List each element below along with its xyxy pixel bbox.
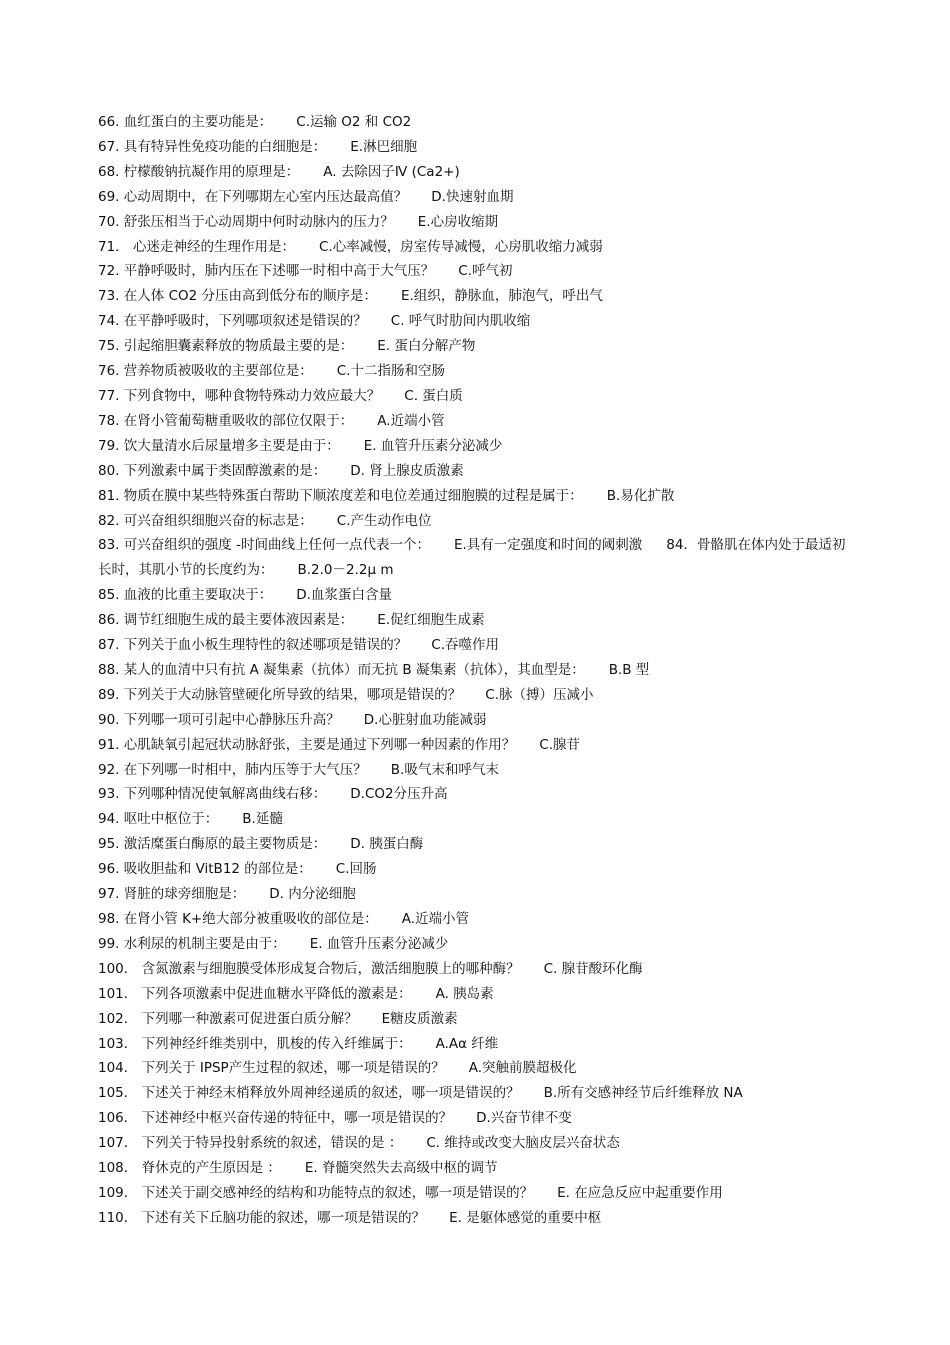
question-item: [98, 1056, 858, 1081]
question-number: 95.: [98, 836, 120, 853]
question-list: [98, 110, 858, 1231]
question-number: 75.: [98, 338, 120, 355]
question-number: 92.: [98, 761, 120, 778]
question-text: 呕吐中枢位于：: [123, 811, 219, 828]
question-item: [98, 359, 858, 384]
question-number: 78.: [98, 412, 120, 429]
question-answer: A.Aα 纤维: [435, 1035, 499, 1052]
question-item: [98, 733, 858, 758]
question-text: 下列哪种情况使氧解离曲线右移：: [123, 786, 327, 803]
question-answer: E. 脊髓突然失去高级中枢的调节: [304, 1160, 498, 1177]
question-item: [98, 1032, 858, 1057]
question-text: 引起缩胆囊素释放的物质最主要的是：: [123, 338, 354, 355]
question-answer: A. 胰岛素: [435, 985, 494, 1002]
question-text: 在肾小管葡萄糖重吸收的部位仅限于：: [123, 412, 354, 429]
question-number: 106．: [98, 1110, 138, 1127]
question-answer: C.心率减慢，房室传导减慢，心房肌收缩力减弱: [318, 238, 603, 255]
question-text: 84．骨骼肌在体内处于最适初长时，其肌小节的长度约为：: [98, 537, 846, 579]
question-answer: B.延髓: [242, 811, 283, 828]
question-item: [98, 932, 858, 957]
question-answer: B.易化扩散: [606, 487, 675, 504]
question-item: [98, 807, 858, 832]
question-number: 70.: [98, 213, 120, 230]
question-number: 94.: [98, 811, 120, 828]
question-number: 74.: [98, 313, 120, 330]
question-item: [98, 683, 858, 708]
question-answer: C.产生动作电位: [336, 512, 432, 529]
question-answer: C. 维持或改变大脑皮层兴奋状态: [426, 1135, 620, 1152]
question-number: 104．: [98, 1060, 138, 1077]
question-answer: A.近端小管: [401, 911, 470, 927]
question-answer: A.近端小管: [377, 412, 445, 429]
question-text: 肾脏的球旁细胞是：: [123, 886, 246, 903]
question-item: [98, 583, 858, 608]
question-answer: C. 呼气时肋间内肌收缩: [390, 313, 531, 330]
question-number: 93.: [98, 786, 120, 803]
question-number: 96.: [98, 861, 120, 878]
question-item: [98, 957, 858, 982]
question-item: [98, 235, 858, 260]
question-number: 85.: [98, 587, 120, 604]
question-text: 下列哪一项可引起中心静脉压升高？: [123, 711, 340, 728]
question-text: 下述关于神经末梢释放外周神经递质的叙述，哪一项是错误的？: [141, 1085, 520, 1102]
question-text: 物质在膜中某些特殊蛋白帮助下顺浓度差和电位差通过细胞膜的过程是属于：: [123, 487, 583, 504]
question-text: 血液的比重主要取决于：: [123, 587, 273, 604]
question-number: 98.: [98, 911, 120, 927]
question-answer: D.CO2分压升高: [350, 786, 448, 803]
question-text: 下列关于血小板生理特性的叙述哪项是错误的？: [123, 637, 408, 654]
question-answer: A. 去除因子Ⅳ (Ca2+): [323, 163, 460, 180]
question-item: [98, 1131, 858, 1156]
question-answer: C.十二指肠和空肠: [336, 363, 445, 380]
question-number: 109．: [98, 1184, 138, 1201]
question-text: 舒张压相当于心动周期中何时动脉内的压力？: [123, 213, 394, 230]
question-item: [98, 982, 858, 1007]
question-answer: D.兴奋节律不变: [476, 1110, 572, 1127]
question-text: 下列关于特异投射系统的叙述，错误的是 ：: [141, 1135, 403, 1152]
question-item: [98, 259, 858, 284]
question-answer: D.快速射血期: [431, 188, 514, 205]
question-number: 83.: [98, 537, 120, 554]
question-number: 102．: [98, 1010, 138, 1027]
question-text: 在人体 CO2 分压由高到低分布的顺序是：: [123, 288, 378, 305]
question-text: 下列各项激素中促进血糖水平降低的激素是：: [141, 985, 412, 1002]
question-answer: C. 腺苷酸环化酶: [543, 960, 643, 977]
question-answer: C.呼气初: [458, 263, 513, 280]
question-item: [98, 782, 858, 807]
question-number: 91.: [98, 736, 120, 753]
question-item: [98, 1081, 858, 1106]
question-text: 营养物质被吸收的主要部位是：: [123, 363, 313, 380]
question-answer: D. 胰蛋白酶: [350, 836, 424, 853]
question-answer: E糖皮质激素: [381, 1010, 458, 1027]
question-text: 心迷走神经的生理作用是：: [132, 238, 295, 255]
question-number: 67.: [98, 138, 120, 155]
question-number: 73.: [98, 288, 120, 305]
question-item: [98, 484, 858, 509]
question-item: [98, 1106, 858, 1131]
question-number: 100．: [98, 960, 138, 977]
question-answer: E.心房收缩期: [417, 213, 499, 230]
question-answer: E. 是躯体感觉的重要中枢: [449, 1209, 602, 1226]
question-answer: C.回肠: [335, 861, 377, 878]
question-item: [98, 882, 858, 907]
question-number: 71．: [98, 238, 129, 255]
question-number: 80.: [98, 462, 120, 479]
question-answer: E. 血管升压素分泌减少: [363, 437, 503, 454]
question-item: [98, 633, 858, 658]
question-number: 69.: [98, 188, 120, 205]
question-text: 脊休克的产生原因是 ：: [141, 1160, 281, 1177]
question-text: 可兴奋组织细胞兴奋的标志是：: [123, 512, 313, 529]
question-answer: C.吞噬作用: [431, 637, 499, 654]
question-item: [98, 533, 858, 583]
question-item: [98, 658, 858, 683]
question-item: [98, 160, 858, 185]
question-text: 下列关于大动脉管壁硬化所导致的结果，哪项是错误的？: [123, 686, 462, 703]
question-item: [98, 110, 858, 135]
question-text: 心动周期中，在下列哪期左心室内压达最高值？: [123, 188, 408, 205]
question-text: 含氮激素与细胞膜受体形成复合物后，激活细胞膜上的哪种酶？: [141, 960, 520, 977]
question-number: 77.: [98, 387, 120, 404]
question-answer: B.吸气末和呼气末: [390, 761, 499, 778]
question-text: 下述神经中枢兴奋传递的特征中，哪一项是错误的？: [141, 1110, 453, 1127]
question-answer: C. 蛋白质: [404, 387, 463, 404]
question-answer: E. 血管升压素分泌减少: [309, 935, 449, 952]
question-answer: C.脉（搏）压减小: [485, 686, 594, 703]
question-text: 可兴奋组织的强度 -时间曲线上任何一点代表一个：: [123, 537, 430, 554]
question-text: 激活糜蛋白酶原的最主要物质是：: [123, 836, 327, 853]
question-item: [98, 758, 858, 783]
question-number: 108．: [98, 1160, 138, 1177]
question-number: 66.: [98, 114, 120, 130]
question-number: 105．: [98, 1085, 138, 1102]
question-number: 89.: [98, 686, 120, 703]
question-item: [98, 1156, 858, 1181]
question-item: [98, 509, 858, 534]
question-item: [98, 334, 858, 359]
question-answer: B.所有交感神经节后纤维释放 NA: [543, 1085, 743, 1102]
question-item: [98, 210, 858, 235]
question-text: 下述关于副交感神经的结构和功能特点的叙述，哪一项是错误的？: [141, 1184, 534, 1201]
question-text: 具有特异性免疫功能的白细胞是：: [123, 138, 327, 155]
question-item: [98, 857, 858, 882]
question-number: 88.: [98, 661, 120, 678]
question-answer: E.促红细胞生成素: [377, 612, 485, 629]
question-number: 82.: [98, 512, 120, 529]
question-number: 72.: [98, 263, 120, 280]
question-answer: E.淋巴细胞: [350, 138, 418, 155]
question-answer: E.具有一定强度和时间的阈刺激: [453, 537, 643, 554]
question-number: 110．: [98, 1209, 138, 1226]
question-text: 平静呼吸时，肺内压在下述哪一时相中高于大气压？: [123, 263, 435, 280]
question-item: [98, 135, 858, 160]
question-text: 在平静呼吸时，下列哪项叙述是错误的？: [123, 313, 367, 330]
question-number: 79.: [98, 437, 120, 454]
question-answer: E. 蛋白分解产物: [377, 338, 476, 355]
question-text: 下列激素中属于类固醇激素的是：: [123, 462, 327, 479]
question-text: 下列哪一种激素可促进蛋白质分解？: [141, 1010, 358, 1027]
question-answer: C.运输 O2 和 CO2: [296, 114, 412, 130]
question-answer: A.突触前膜超极化: [468, 1060, 577, 1077]
question-number: 68.: [98, 163, 120, 180]
question-item: [98, 284, 858, 309]
question-answer: B.2.0－2.2μ m: [297, 562, 394, 579]
question-item: [98, 608, 858, 633]
question-number: 107．: [98, 1135, 138, 1152]
question-number: 90.: [98, 711, 120, 728]
question-answer: D. 肾上腺皮质激素: [350, 462, 464, 479]
question-text: 血红蛋白的主要功能是：: [123, 114, 273, 130]
question-text: 在下列哪一时相中，肺内压等于大气压？: [123, 761, 367, 778]
question-text: 下列食物中，哪种食物特殊动力效应最大？: [123, 387, 381, 404]
question-answer: D. 内分泌细胞: [269, 886, 356, 903]
question-text: 某人的血清中只有抗 A 凝集素（抗体）而无抗 B 凝集素（抗体），其血型是：: [123, 661, 585, 678]
question-number: 97.: [98, 886, 120, 903]
question-item: [98, 309, 858, 334]
question-answer: D.血浆蛋白含量: [296, 587, 392, 604]
question-item: [98, 1181, 858, 1206]
question-item: [98, 708, 858, 733]
question-number: 87.: [98, 637, 120, 654]
question-text: 下列关于 IPSP产生过程的叙述，哪一项是错误的？: [141, 1060, 445, 1077]
question-item: [98, 907, 858, 932]
question-text: 下述有关下丘脑功能的叙述，哪一项是错误的？: [141, 1209, 426, 1226]
question-text: 柠檬酸钠抗凝作用的原理是：: [123, 163, 300, 180]
question-answer: D.心脏射血功能减弱: [363, 711, 487, 728]
question-text: 心肌缺氧引起冠状动脉舒张，主要是通过下列哪一种因素的作用？: [123, 736, 516, 753]
question-number: 86.: [98, 612, 120, 629]
question-item: [98, 434, 858, 459]
question-number: 103．: [98, 1035, 138, 1052]
question-text: 下列神经纤维类别中，肌梭的传入纤维属于：: [141, 1035, 412, 1052]
question-answer: E. 在应急反应中起重要作用: [557, 1184, 723, 1201]
question-number: 81.: [98, 487, 120, 504]
question-item: [98, 384, 858, 409]
question-item: [98, 1206, 858, 1231]
question-text: 在肾小管 K+绝大部分被重吸收的部位是：: [123, 911, 378, 927]
question-text: 水利尿的机制主要是由于：: [123, 935, 286, 952]
question-text: 调节红细胞生成的最主要体液因素是：: [123, 612, 354, 629]
question-item: [98, 1007, 858, 1032]
question-item: [98, 409, 858, 434]
question-answer: B.B 型: [608, 661, 650, 678]
question-answer: E.组织，静脉血，肺泡气，呼出气: [401, 288, 603, 305]
question-item: [98, 459, 858, 484]
question-text: 吸收胆盐和 VitB12 的部位是：: [123, 861, 312, 878]
question-number: 99.: [98, 935, 120, 952]
question-item: [98, 185, 858, 210]
question-answer: C.腺苷: [539, 736, 580, 753]
question-text: 饮大量清水后尿量增多主要是由于：: [123, 437, 340, 454]
question-number: 101．: [98, 985, 138, 1002]
question-number: 76.: [98, 363, 120, 380]
question-item: [98, 832, 858, 857]
